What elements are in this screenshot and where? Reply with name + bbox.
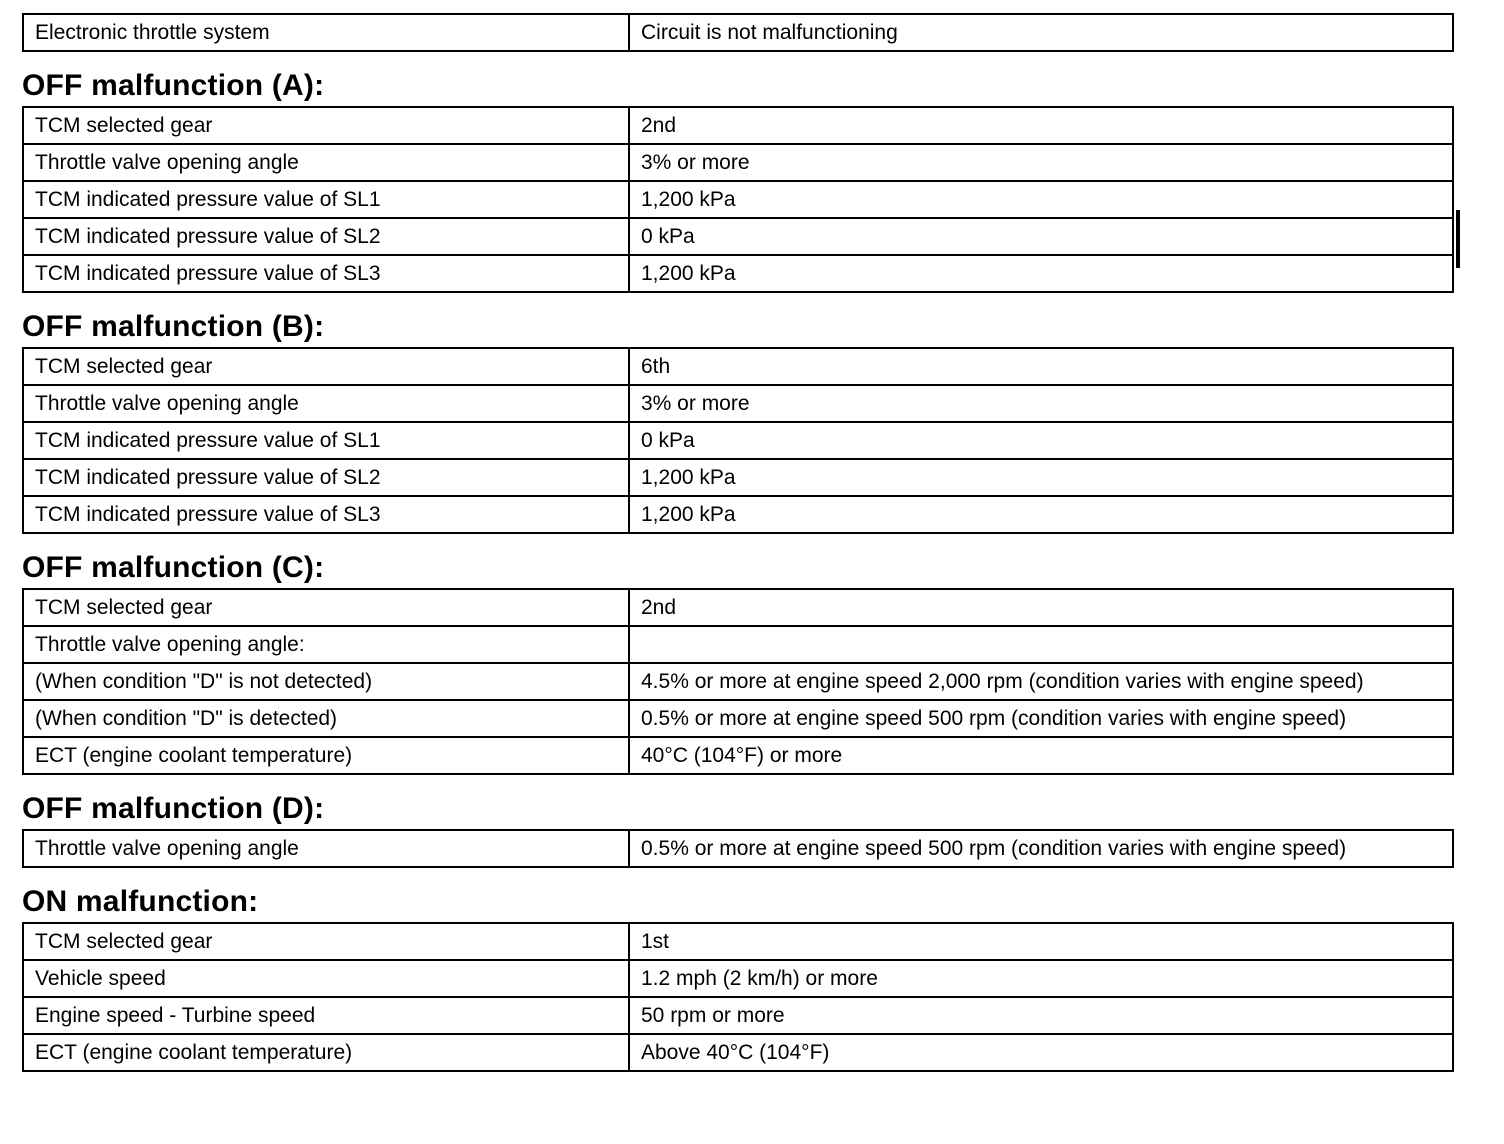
value-cell: 3% or more <box>629 144 1453 181</box>
condition-cell: ECT (engine coolant temperature) <box>23 1034 629 1071</box>
condition-cell: TCM indicated pressure value of SL3 <box>23 496 629 533</box>
table-off-c <box>22 588 1454 775</box>
value-cell: 1,200 kPa <box>629 181 1453 218</box>
intro-table <box>22 13 1454 52</box>
condition-cell: (When condition "D" is detected) <box>23 700 629 737</box>
value-cell: 0 kPa <box>629 218 1453 255</box>
table-row <box>23 107 1453 144</box>
condition-cell: Throttle valve opening angle <box>23 385 629 422</box>
value-cell: 2nd <box>629 107 1453 144</box>
table-row <box>23 348 1453 385</box>
condition-cell: (When condition "D" is not detected) <box>23 663 629 700</box>
table-row <box>23 144 1453 181</box>
section-title-on: ON malfunction: <box>22 885 259 918</box>
table-row <box>23 422 1453 459</box>
condition-cell: Throttle valve opening angle: <box>23 626 629 663</box>
table-row <box>23 923 1453 960</box>
condition-cell: ECT (engine coolant temperature) <box>23 737 629 774</box>
value-cell: 40°C (104°F) or more <box>629 737 1453 774</box>
condition-cell: TCM indicated pressure value of SL2 <box>23 218 629 255</box>
table-row <box>23 737 1453 774</box>
table-row <box>23 960 1453 997</box>
value-cell: 2nd <box>629 589 1453 626</box>
table-on <box>22 922 1454 1072</box>
table-row <box>23 218 1453 255</box>
table-off-d <box>22 829 1454 868</box>
value-cell: 1,200 kPa <box>629 496 1453 533</box>
value-cell: 1,200 kPa <box>629 459 1453 496</box>
table-row <box>23 181 1453 218</box>
table-row <box>23 830 1453 867</box>
value-cell: 50 rpm or more <box>629 997 1453 1034</box>
table-row <box>23 385 1453 422</box>
value-cell: 1,200 kPa <box>629 255 1453 292</box>
value-cell: 0 kPa <box>629 422 1453 459</box>
condition-cell: Engine speed - Turbine speed <box>23 997 629 1034</box>
value-cell: Circuit is not malfunctioning <box>629 14 1453 51</box>
value-cell: 1.2 mph (2 km/h) or more <box>629 960 1453 997</box>
section-title-off-b: OFF malfunction (B): <box>22 310 325 343</box>
condition-cell: Vehicle speed <box>23 960 629 997</box>
table-row <box>23 496 1453 533</box>
condition-cell: TCM selected gear <box>23 348 629 385</box>
condition-cell: TCM indicated pressure value of SL2 <box>23 459 629 496</box>
table-row <box>23 589 1453 626</box>
value-cell: 1st <box>629 923 1453 960</box>
value-cell: 0.5% or more at engine speed 500 rpm (condition varies with engine speed) <box>629 700 1453 737</box>
condition-cell: TCM indicated pressure value of SL3 <box>23 255 629 292</box>
section-title-off-a: OFF malfunction (A): <box>22 69 325 102</box>
section-title-off-d: OFF malfunction (D): <box>22 792 325 825</box>
condition-cell: TCM selected gear <box>23 107 629 144</box>
value-cell: 6th <box>629 348 1453 385</box>
revision-bar <box>1456 210 1460 268</box>
table-row <box>23 459 1453 496</box>
section-title-off-c: OFF malfunction (C): <box>22 551 325 584</box>
table-row <box>23 997 1453 1034</box>
table-row <box>23 626 1453 663</box>
value-cell: Above 40°C (104°F) <box>629 1034 1453 1071</box>
condition-cell: TCM selected gear <box>23 923 629 960</box>
table-off-a <box>22 106 1454 293</box>
table-row <box>23 663 1453 700</box>
condition-cell: Throttle valve opening angle <box>23 830 629 867</box>
condition-cell: Throttle valve opening angle <box>23 144 629 181</box>
value-cell: 3% or more <box>629 385 1453 422</box>
table-row <box>23 700 1453 737</box>
table-row <box>23 1034 1453 1071</box>
table-row <box>23 14 1453 51</box>
condition-cell: TCM indicated pressure value of SL1 <box>23 422 629 459</box>
table-off-b <box>22 347 1454 534</box>
value-cell: 4.5% or more at engine speed 2,000 rpm (condition varies with engine speed) <box>629 663 1453 700</box>
condition-cell: Electronic throttle system <box>23 14 629 51</box>
condition-cell: TCM indicated pressure value of SL1 <box>23 181 629 218</box>
table-row <box>23 255 1453 292</box>
document-body <box>22 13 1454 1072</box>
value-cell: 0.5% or more at engine speed 500 rpm (condition varies with engine speed) <box>629 830 1453 867</box>
value-cell <box>629 626 1453 663</box>
condition-cell: TCM selected gear <box>23 589 629 626</box>
